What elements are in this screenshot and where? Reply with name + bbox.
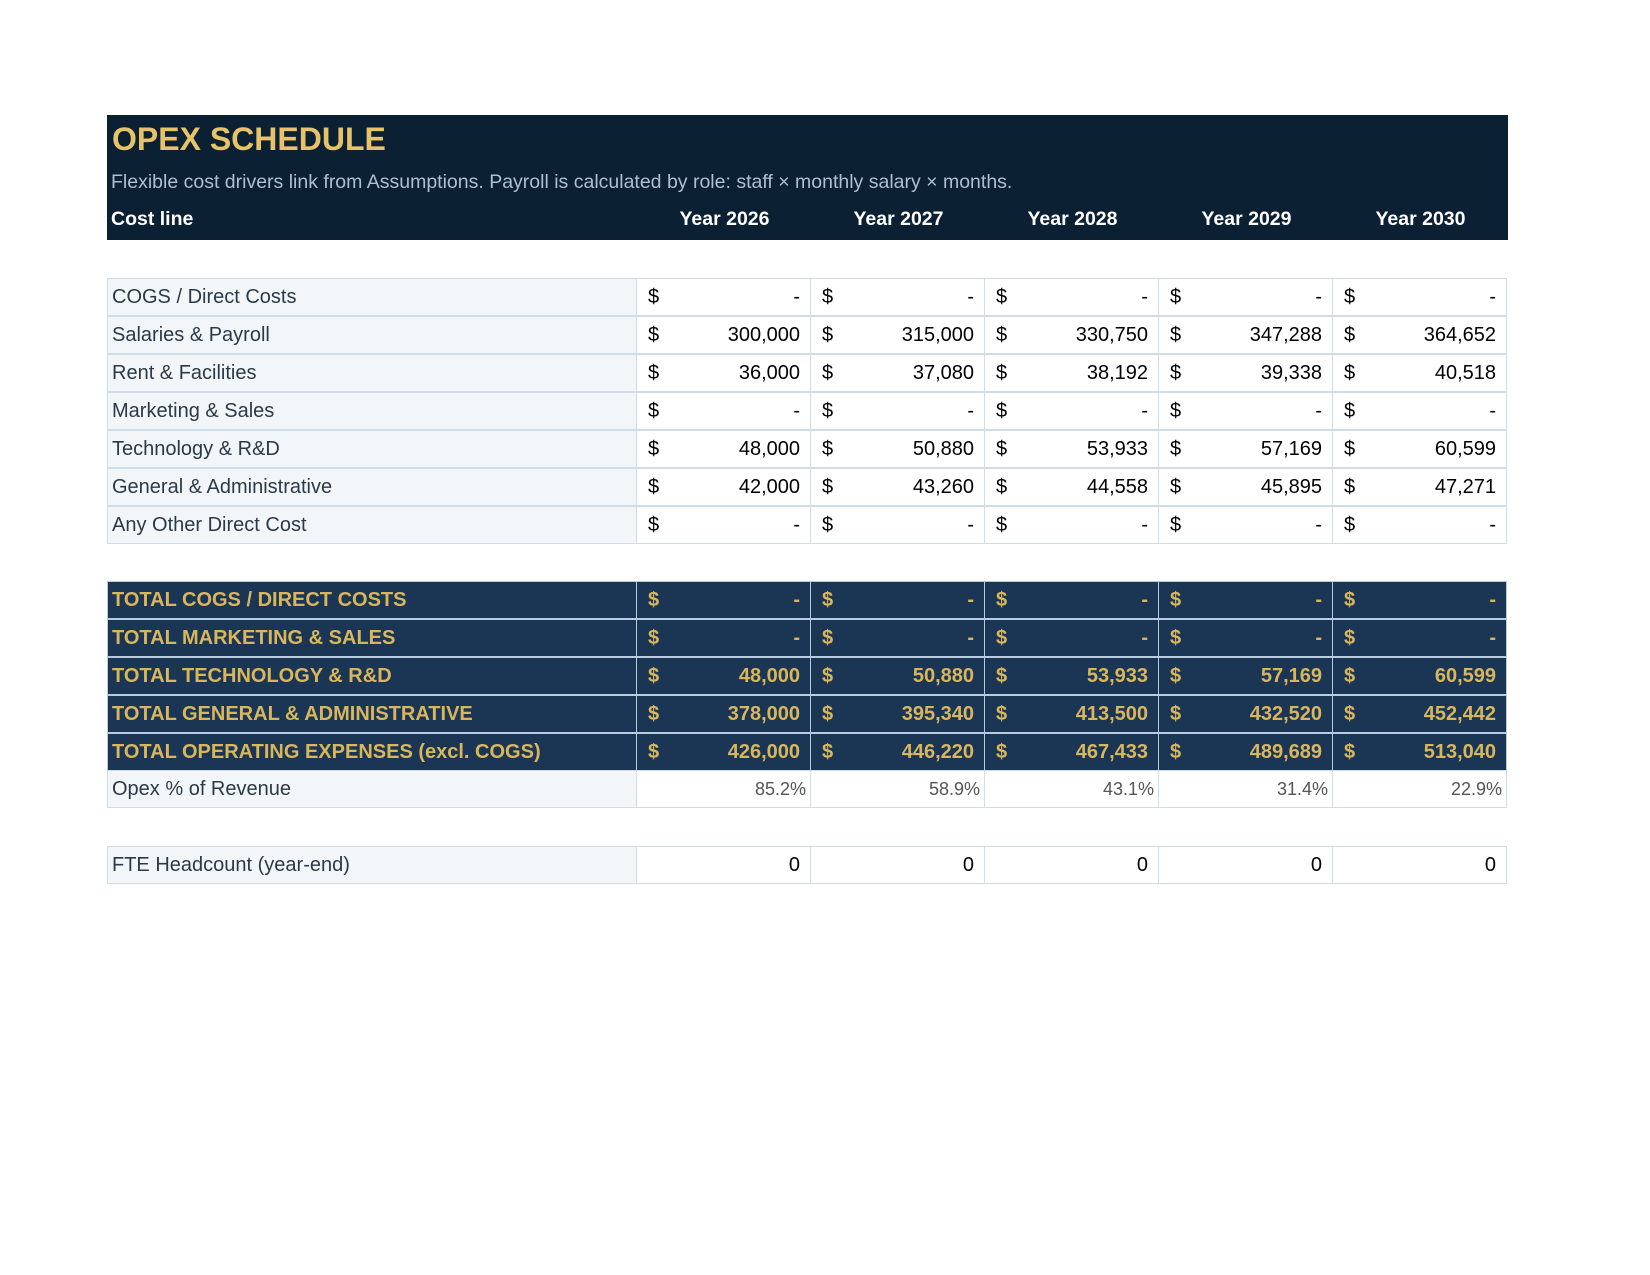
currency-symbol: $ [1170,362,1182,384]
value-cell [636,695,811,733]
currency-symbol: $ [1170,703,1182,725]
currency-symbol: $ [822,514,834,536]
currency-symbol: $ [822,703,834,725]
value-cell [1332,733,1507,771]
amount: 413,500 [1075,703,1148,725]
currency-symbol: $ [648,400,660,422]
value-cell [810,354,985,392]
table-row [107,430,1508,468]
currency-symbol: $ [822,400,834,422]
value-cell [1158,430,1333,468]
currency-symbol: $ [822,362,834,384]
opex-sheet [107,115,1508,876]
value-cell [1332,619,1507,657]
amount: 330,750 [1075,324,1148,346]
currency-symbol: $ [1344,741,1356,763]
value-cell [1332,506,1507,544]
value-cell [1332,354,1507,392]
value-cell [984,770,1159,808]
table-row [107,468,1508,506]
value-cell [1332,581,1507,619]
amount: 395,340 [901,703,974,725]
value-cell [1158,770,1333,808]
value-cell [1158,316,1333,354]
value-cell [810,657,985,695]
fte-headcount-table [107,846,1508,884]
value-cell [984,278,1159,316]
currency-symbol: $ [1170,438,1182,460]
value-cell [636,506,811,544]
amount: 57,169 [1260,438,1322,460]
sheet-header [107,115,1508,240]
amount: 47,271 [1434,476,1496,498]
value-cell [810,468,985,506]
column-header-year: Year 2030 [1375,208,1466,230]
percent-value: 31.4% [1276,779,1328,799]
total-row [107,695,1508,733]
currency-symbol: $ [996,627,1008,649]
amount: - [793,589,800,611]
amount: 37,080 [912,362,974,384]
currency-symbol: $ [648,665,660,687]
row-label: Marketing & Sales [107,392,637,430]
currency-symbol: $ [1170,324,1182,346]
currency-symbol: $ [822,741,834,763]
amount: 43,260 [912,476,974,498]
currency-symbol: $ [1344,589,1356,611]
total-row [107,733,1508,771]
row-label: Any Other Direct Cost [107,506,637,544]
amount: - [1489,627,1496,649]
value-cell [810,695,985,733]
value-cell [636,733,811,771]
value-cell [636,316,811,354]
currency-symbol: $ [1344,514,1356,536]
currency-symbol: $ [1170,627,1182,649]
value-cell [636,392,811,430]
value-cell [1158,846,1333,884]
value-cell [1158,354,1333,392]
currency-symbol: $ [1344,703,1356,725]
value-cell [1332,846,1507,884]
currency-symbol: $ [1344,438,1356,460]
currency-symbol: $ [1344,400,1356,422]
currency-symbol: $ [996,362,1008,384]
value-cell [810,581,985,619]
count-value: 0 [788,854,800,876]
currency-symbol: $ [1170,400,1182,422]
currency-symbol: $ [996,514,1008,536]
currency-symbol: $ [822,665,834,687]
amount: - [793,400,800,422]
amount: 315,000 [901,324,974,346]
value-cell [1158,581,1333,619]
value-cell [636,657,811,695]
value-cell [984,506,1159,544]
amount: - [1141,286,1148,308]
count-value: 0 [962,854,974,876]
column-header-cost-line: Cost line [111,208,194,230]
value-cell [810,619,985,657]
currency-symbol: $ [648,514,660,536]
value-cell [1158,468,1333,506]
value-cell [984,581,1159,619]
value-cell [984,733,1159,771]
currency-symbol: $ [648,324,660,346]
currency-symbol: $ [1344,324,1356,346]
value-cell [636,770,811,808]
currency-symbol: $ [648,362,660,384]
value-cell [636,354,811,392]
amount: 452,442 [1423,703,1496,725]
amount: - [1489,400,1496,422]
currency-symbol: $ [1170,741,1182,763]
amount: 446,220 [901,741,974,763]
amount: 38,192 [1086,362,1148,384]
currency-symbol: $ [822,286,834,308]
amount: 48,000 [738,438,800,460]
percent-value: 85.2% [754,779,806,799]
row-label: COGS / Direct Costs [107,278,637,316]
value-cell [1158,695,1333,733]
currency-symbol: $ [822,589,834,611]
amount: - [1315,400,1322,422]
currency-symbol: $ [648,589,660,611]
amount: 50,880 [912,665,974,687]
row-label: TOTAL MARKETING & SALES [107,619,637,657]
value-cell [984,430,1159,468]
table-row [107,846,1508,884]
currency-symbol: $ [996,324,1008,346]
amount: 45,895 [1260,476,1322,498]
table-row [107,316,1508,354]
value-cell [636,846,811,884]
amount: - [967,400,974,422]
amount: 513,040 [1423,741,1496,763]
value-cell [1158,278,1333,316]
column-header-year: Year 2028 [1027,208,1118,230]
value-cell [984,316,1159,354]
total-row [107,619,1508,657]
amount: - [793,514,800,536]
totals-table [107,581,1508,771]
amount: 50,880 [912,438,974,460]
value-cell [636,581,811,619]
value-cell [810,846,985,884]
row-label: TOTAL TECHNOLOGY & R&D [107,657,637,695]
amount: 60,599 [1434,665,1496,687]
amount: 36,000 [738,362,800,384]
row-label: TOTAL GENERAL & ADMINISTRATIVE [107,695,637,733]
currency-symbol: $ [822,438,834,460]
table-row [107,278,1508,316]
row-label: TOTAL OPERATING EXPENSES (excl. COGS) [107,733,637,771]
row-label: Rent & Facilities [107,354,637,392]
total-row [107,581,1508,619]
value-cell [1158,733,1333,771]
value-cell [984,695,1159,733]
column-header-year: Year 2026 [679,208,770,230]
amount: - [1141,627,1148,649]
sheet-title: OPEX SCHEDULE [112,121,386,157]
amount: - [967,627,974,649]
row-label: General & Administrative [107,468,637,506]
currency-symbol: $ [996,400,1008,422]
value-cell [1332,695,1507,733]
amount: - [1315,514,1322,536]
amount: 378,000 [727,703,800,725]
amount: 48,000 [738,665,800,687]
value-cell [810,278,985,316]
value-cell [984,619,1159,657]
currency-symbol: $ [996,703,1008,725]
currency-symbol: $ [822,324,834,346]
currency-symbol: $ [996,286,1008,308]
amount: 347,288 [1249,324,1322,346]
value-cell [1158,657,1333,695]
percent-value: 58.9% [928,779,980,799]
value-cell [810,506,985,544]
percent-value: 22.9% [1450,779,1502,799]
amount: 60,599 [1434,438,1496,460]
amount: - [1315,627,1322,649]
amount: - [1315,286,1322,308]
currency-symbol: $ [996,665,1008,687]
amount: - [1141,514,1148,536]
amount: - [1141,589,1148,611]
column-header-year: Year 2029 [1201,208,1292,230]
value-cell [1332,770,1507,808]
value-cell [1332,278,1507,316]
count-value: 0 [1310,854,1322,876]
amount: - [967,514,974,536]
currency-symbol: $ [648,627,660,649]
currency-symbol: $ [1170,476,1182,498]
value-cell [1332,392,1507,430]
value-cell [810,430,985,468]
currency-symbol: $ [1170,665,1182,687]
value-cell [636,430,811,468]
currency-symbol: $ [822,476,834,498]
value-cell [1332,430,1507,468]
table-row [107,354,1508,392]
amount: - [1141,400,1148,422]
amount: 39,338 [1260,362,1322,384]
amount: 426,000 [727,741,800,763]
currency-symbol: $ [1170,589,1182,611]
value-cell [1332,657,1507,695]
amount: 42,000 [738,476,800,498]
amount: 53,933 [1086,665,1148,687]
value-cell [984,657,1159,695]
amount: - [793,286,800,308]
value-cell [984,354,1159,392]
currency-symbol: $ [1170,514,1182,536]
currency-symbol: $ [1344,362,1356,384]
amount: 53,933 [1086,438,1148,460]
amount: 489,689 [1249,741,1322,763]
currency-symbol: $ [648,476,660,498]
value-cell [1158,619,1333,657]
row-label: Salaries & Payroll [107,316,637,354]
row-label: Opex % of Revenue [107,770,637,808]
percent-value: 43.1% [1102,779,1154,799]
total-row [107,657,1508,695]
currency-symbol: $ [1344,627,1356,649]
amount: 432,520 [1249,703,1322,725]
currency-symbol: $ [648,703,660,725]
row-label: Technology & R&D [107,430,637,468]
value-cell [810,733,985,771]
currency-symbol: $ [996,741,1008,763]
value-cell [1332,468,1507,506]
value-cell [1158,506,1333,544]
amount: - [1315,589,1322,611]
table-row [107,770,1508,808]
value-cell [810,392,985,430]
table-row [107,506,1508,544]
value-cell [1158,392,1333,430]
currency-symbol: $ [996,438,1008,460]
amount: 40,518 [1434,362,1496,384]
value-cell [810,770,985,808]
currency-symbol: $ [996,476,1008,498]
currency-symbol: $ [648,438,660,460]
currency-symbol: $ [1344,665,1356,687]
column-header-year: Year 2027 [853,208,944,230]
amount: 57,169 [1260,665,1322,687]
sheet-subtitle: Flexible cost drivers link from Assumptions. Payroll is calculated by role: staff × monthly salary × months. [111,171,1013,193]
value-cell [636,278,811,316]
table-row [107,392,1508,430]
amount: - [793,627,800,649]
amount: - [1489,514,1496,536]
value-cell [984,468,1159,506]
value-cell [1332,316,1507,354]
amount: 364,652 [1423,324,1496,346]
cost-lines-table [107,278,1508,544]
currency-symbol: $ [996,589,1008,611]
amount: 467,433 [1075,741,1148,763]
opex-percent-table [107,770,1508,808]
amount: 44,558 [1086,476,1148,498]
currency-symbol: $ [1344,476,1356,498]
value-cell [984,392,1159,430]
currency-symbol: $ [1344,286,1356,308]
value-cell [810,316,985,354]
value-cell [636,619,811,657]
amount: - [967,589,974,611]
row-label: TOTAL COGS / DIRECT COSTS [107,581,637,619]
currency-symbol: $ [648,286,660,308]
currency-symbol: $ [648,741,660,763]
amount: - [1489,589,1496,611]
count-value: 0 [1136,854,1148,876]
amount: 300,000 [727,324,800,346]
row-label: FTE Headcount (year-end) [107,846,637,884]
count-value: 0 [1484,854,1496,876]
currency-symbol: $ [822,627,834,649]
amount: - [967,286,974,308]
currency-symbol: $ [1170,286,1182,308]
value-cell [984,846,1159,884]
amount: - [1489,286,1496,308]
value-cell [636,468,811,506]
